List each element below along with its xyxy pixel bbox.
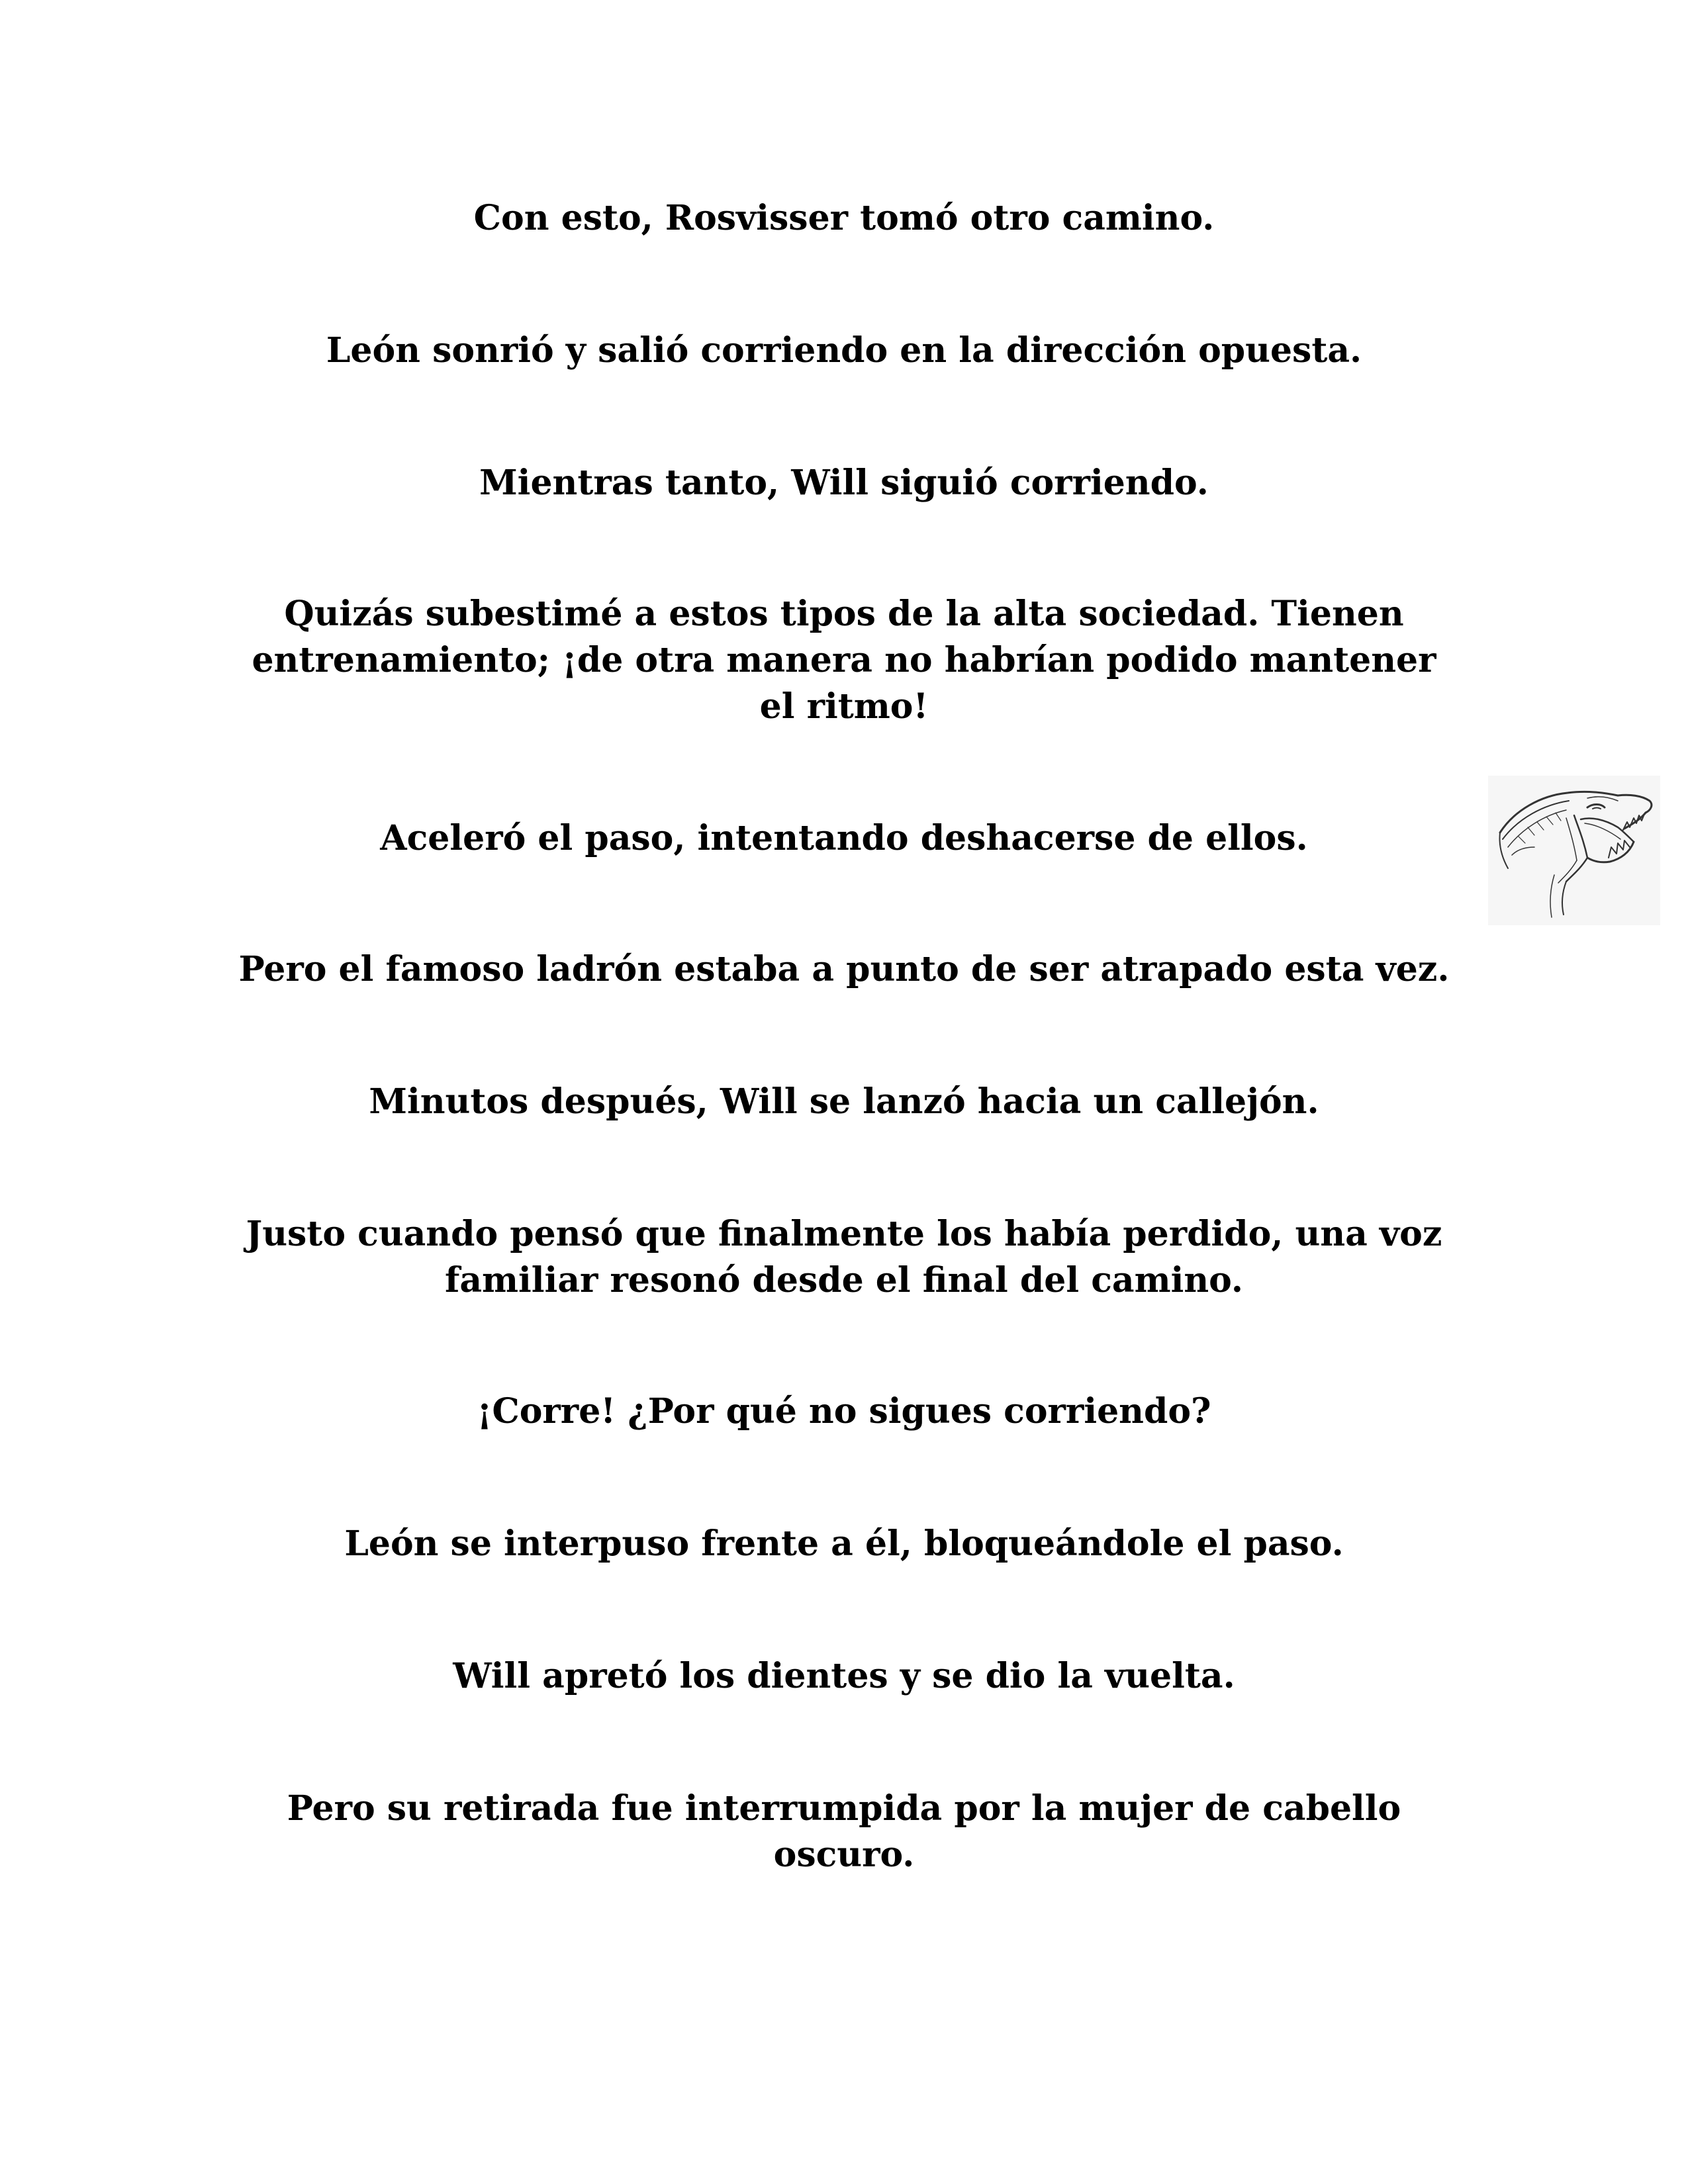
paragraph-8 xyxy=(0,1211,1688,1304)
paragraph-6 xyxy=(0,946,1688,993)
paragraph-line: Will apretó los dientes y se dio la vuelta. xyxy=(453,1656,1235,1696)
paragraph-3 xyxy=(0,460,1688,506)
paragraph-line: el ritmo! xyxy=(759,686,929,727)
paragraph-5 xyxy=(0,815,1688,862)
paragraph-line: Pero el famoso ladrón estaba a punto de ser atrapado esta vez. xyxy=(238,949,1450,989)
paragraph-2 xyxy=(0,328,1688,374)
paragraph-10 xyxy=(0,1521,1688,1567)
paragraph-12 xyxy=(0,1786,1688,1878)
paragraph-line: oscuro. xyxy=(773,1835,915,1875)
paragraph-line: familiar resonó desde el final del camino. xyxy=(444,1260,1244,1300)
paragraph-4 xyxy=(0,591,1688,730)
paragraph-line: Con esto, Rosvisser tomó otro camino. xyxy=(473,198,1215,238)
paragraph-line: Aceleró el paso, intentando deshacerse de ellos. xyxy=(380,818,1308,858)
paragraph-1 xyxy=(0,195,1688,242)
paragraph-11 xyxy=(0,1653,1688,1700)
paragraph-line: Quizás subestimé a estos tipos de la alta sociedad. Tienen xyxy=(284,594,1404,634)
paragraph-line: entrenamiento; ¡de otra manera no habrían podido mantener xyxy=(252,640,1436,680)
paragraph-9 xyxy=(0,1388,1688,1435)
paragraph-line: León se interpuso frente a él, bloqueándole el paso. xyxy=(344,1524,1344,1564)
paragraph-7 xyxy=(0,1079,1688,1125)
dinosaur-head-sketch-icon xyxy=(1488,776,1660,925)
paragraph-line: Mientras tanto, Will siguió corriendo. xyxy=(479,463,1209,503)
paragraph-line: Pero su retirada fue interrumpida por la mujer de cabello xyxy=(287,1788,1401,1829)
paragraph-line: León sonrió y salió corriendo en la dirección opuesta. xyxy=(326,330,1362,371)
paragraph-line: Justo cuando pensó que finalmente los había perdido, una voz xyxy=(246,1214,1442,1254)
paragraph-line: Minutos después, Will se lanzó hacia un callejón. xyxy=(369,1081,1319,1122)
paragraph-line: ¡Corre! ¿Por qué no sigues corriendo? xyxy=(477,1391,1211,1432)
